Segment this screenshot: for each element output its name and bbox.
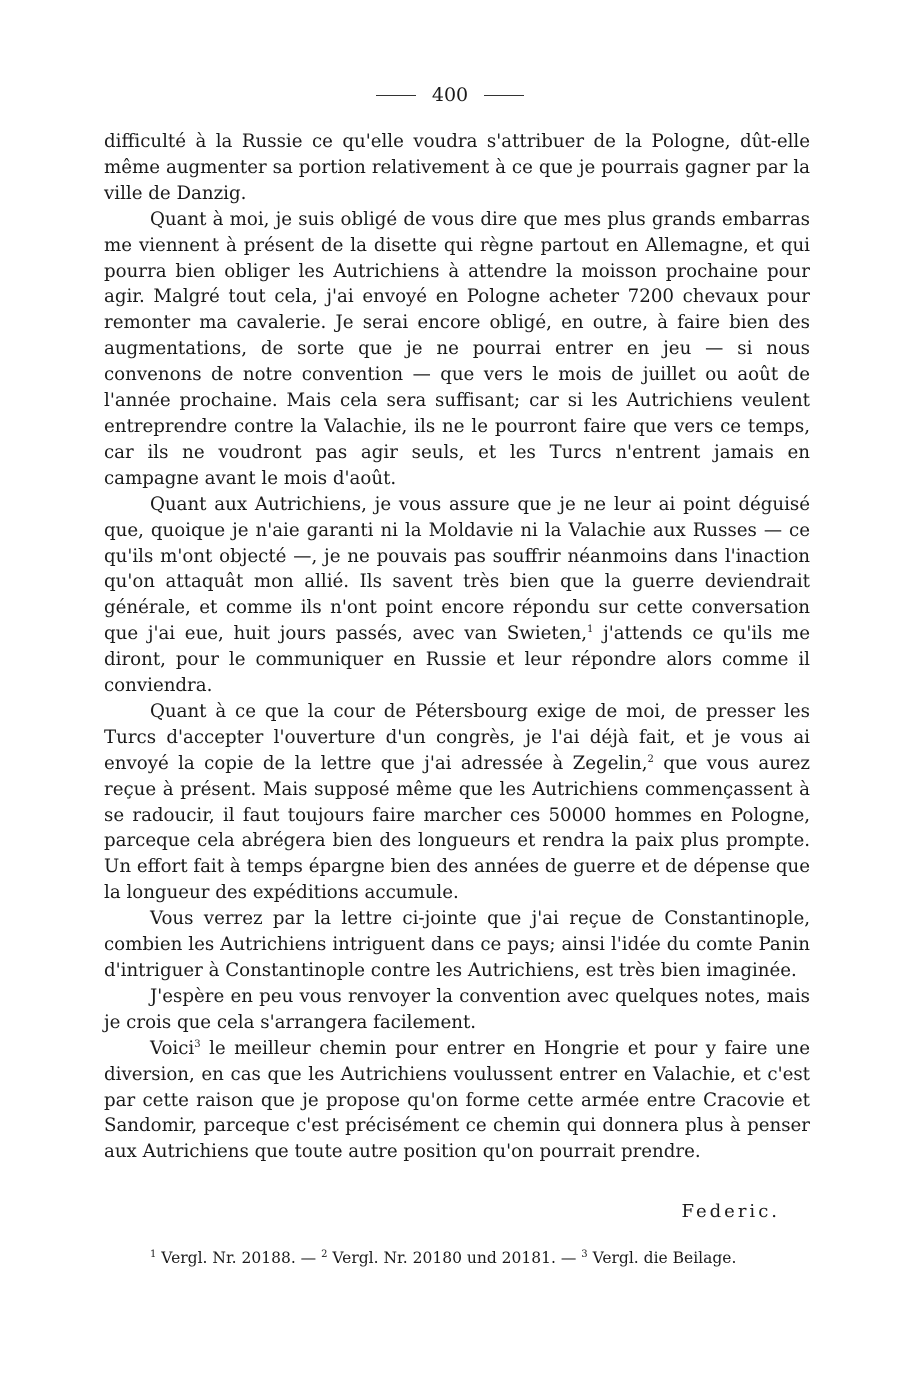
paragraph-5 bbox=[104, 906, 810, 984]
paragraph-lead: Voici bbox=[150, 1037, 195, 1059]
footnote-marker: 3 bbox=[194, 1038, 201, 1050]
signature: Federic. bbox=[681, 1201, 780, 1222]
footnote-number: 3 bbox=[581, 1248, 588, 1260]
paragraph-1 bbox=[104, 129, 810, 207]
paragraph-text-continued: que vous aurez reçue à présent. Mais supposé même que les Autrichiens commençassent à se radoucir, il faut toujours faire marcher ces 50000 hommes en Pologne, parceque cela abrégera bien des longueurs et rendra la paix plus prompte. Un effort fait à temps épargne bien des années de guerre et de dépense que la longueur des expéditions accumule. bbox=[104, 752, 810, 904]
paragraph-text-continued: j'attends ce qu'ils me diront, pour le communiquer en Russie et leur répondre alors comme il conviendra. bbox=[104, 623, 810, 697]
paragraph-7 bbox=[104, 1036, 810, 1166]
footnote-line bbox=[104, 1246, 810, 1270]
footnote-text: Vergl. Nr. 20188. — bbox=[156, 1249, 322, 1267]
paragraph-3 bbox=[104, 492, 810, 699]
paragraph-text: Quant à moi, je suis obligé de vous dire que mes plus grands embarras me viennent à présent de la disette qui règne partout en Allemagne, et qui pourra bien obliger les Autrichiens à attendre la moisson prochaine pour agir. Malgré tout cela, j'ai envoyé en Pologne acheter 7200 chevaux pour remonter ma cavalerie. Je serai encore obligé, en outre, à faire bien des augmentations, de sorte que je ne pourrai entrer en jeu — si nous convenons de notre convention — que vers le mois de juillet ou août de l'année prochaine. Mais cela sera suffisant; car si les Autrichiens veulent entreprendre contre la Valachie, ils ne le pourront faire que vers ce temps, car ils ne voudront pas agir seuls, et les Turcs n'entrent jamais en campagne avant le mois d'août. bbox=[104, 208, 810, 489]
header-rule-right bbox=[484, 95, 524, 96]
page-number: 400 bbox=[431, 84, 469, 106]
letter-body bbox=[104, 129, 810, 1165]
header-rule-left bbox=[376, 95, 416, 96]
footnote-text: Vergl. die Beilage. bbox=[587, 1249, 737, 1267]
paragraph-4 bbox=[104, 699, 810, 906]
footnote-number: 1 bbox=[150, 1248, 157, 1260]
paragraph-text: Quant aux Autrichiens, je vous assure que je ne leur ai point déguisé que, quoique je n'aie garanti ni la Moldavie ni la Valachie aux Russes — ce qu'ils m'ont objecté —, je ne pouvais pas souffrir néanmoins dans l'inaction qu'on attaquât mon allié. Ils savent très bien que la guerre deviendrait générale, et comme ils n'ont point encore répondu sur cette conversation que j'ai eue, huit jours passés, avec van Swieten, bbox=[104, 493, 810, 645]
footnote-marker: 2 bbox=[647, 753, 654, 765]
paragraph-6 bbox=[104, 984, 810, 1036]
paragraph-text: difficulté à la Russie ce qu'elle voudra s'attribuer de la Pologne, dût-elle même augmenter sa portion relativement à ce que je pourrais gagner par la ville de Danzig. bbox=[104, 131, 810, 204]
footnote-marker: 1 bbox=[587, 624, 594, 636]
paragraph-text: Vous verrez par la lettre ci-jointe que j'ai reçue de Constantinople, combien les Autrichiens intriguent dans ce pays; ainsi l'idée du comte Panin d'intriguer à Constantinople contre les Autrichiens, est très bien imaginée. bbox=[104, 908, 810, 981]
page-header bbox=[0, 84, 900, 106]
paragraph-2 bbox=[104, 207, 810, 492]
paragraph-text: Quant à ce que la cour de Pétersbourg exige de moi, de presser les Turcs d'accepter l'ouverture d'un congrès, je l'ai déjà fait, et je vous ai envoyé la copie de la lettre que j'ai adressée à Zegelin, bbox=[104, 700, 810, 774]
footnote-number: 2 bbox=[321, 1248, 328, 1260]
footnote-text: Vergl. Nr. 20180 und 20181. — bbox=[327, 1249, 582, 1267]
footnotes bbox=[104, 1246, 810, 1270]
paragraph-text-continued: le meilleur chemin pour entrer en Hongrie et pour y faire une diversion, en cas que les Autrichiens voulussent entrer en Valachie, et c'est par cette raison que je propose qu'on forme cette armée entre Cracovie et Sandomir, parceque c'est précisément ce chemin qui donnera plus à penser aux Autrichiens que toute autre position qu'on pourrait prendre. bbox=[104, 1037, 810, 1163]
paragraph-text: J'espère en peu vous renvoyer la convention avec quelques notes, mais je crois que cela s'arrangera facilement. bbox=[104, 985, 810, 1033]
